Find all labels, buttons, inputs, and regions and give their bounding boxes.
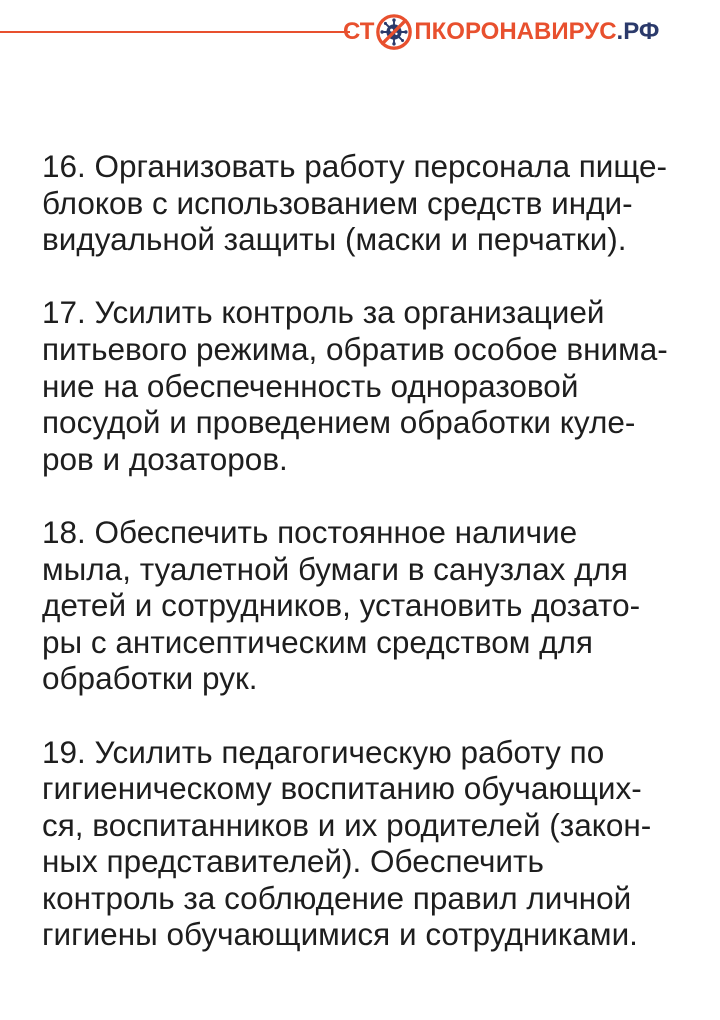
text-line: мыла, туалетной бумаги в санузлах для bbox=[42, 550, 628, 587]
text-line: контроль за соблюдение правил личной bbox=[42, 879, 632, 916]
text-line: 18. Обеспечить постоянное наличие bbox=[42, 513, 578, 550]
paragraph-item-17 bbox=[42, 294, 702, 477]
text-line: ние на обеспеченность одноразовой bbox=[42, 367, 579, 404]
text-line: посудой и проведением обработки куле- bbox=[42, 404, 636, 441]
text-line: гигиены обучающимися и сотрудниками. bbox=[42, 916, 638, 953]
text-line: видуальной защиты (маски и перчатки). bbox=[42, 221, 627, 258]
text-line: ров и дозаторов. bbox=[42, 440, 288, 477]
text-line: 19. Усилить педагогическую работу по bbox=[42, 733, 605, 770]
text-line: ся, воспитанников и их родителей (закон- bbox=[42, 806, 652, 843]
logo-text-domain: .РФ bbox=[616, 18, 660, 45]
paragraph-item-16 bbox=[42, 148, 702, 258]
text-line: детей и сотрудников, установить дозато- bbox=[42, 587, 641, 624]
document-body bbox=[42, 148, 702, 990]
text-line: 16. Организовать работу персонала пище- bbox=[42, 148, 667, 184]
header-divider-line bbox=[0, 31, 350, 33]
text-line: ры с антисептическим средством для bbox=[42, 623, 593, 660]
paragraph-item-18 bbox=[42, 514, 702, 697]
text-line: питьевого режима, обратив особое внима- bbox=[42, 330, 668, 367]
paragraph-item-19 bbox=[42, 734, 702, 954]
logo-text-main: ПКОРОНАВИРУС bbox=[414, 18, 617, 45]
text-line: обработки рук. bbox=[42, 660, 258, 697]
header bbox=[0, 0, 720, 70]
text-line: ных представителей). Обеспечить bbox=[42, 843, 544, 880]
stopcoronavirus-logo[interactable] bbox=[343, 10, 659, 54]
text-line: гигиеническому воспитанию обучающих- bbox=[42, 770, 642, 807]
text-line: блоков с использованием средств инди- bbox=[42, 184, 633, 221]
virus-crossed-icon bbox=[375, 13, 413, 51]
logo-text-prefix: СТ bbox=[343, 18, 375, 45]
text-line: 17. Усилить контроль за организацией bbox=[42, 294, 605, 331]
